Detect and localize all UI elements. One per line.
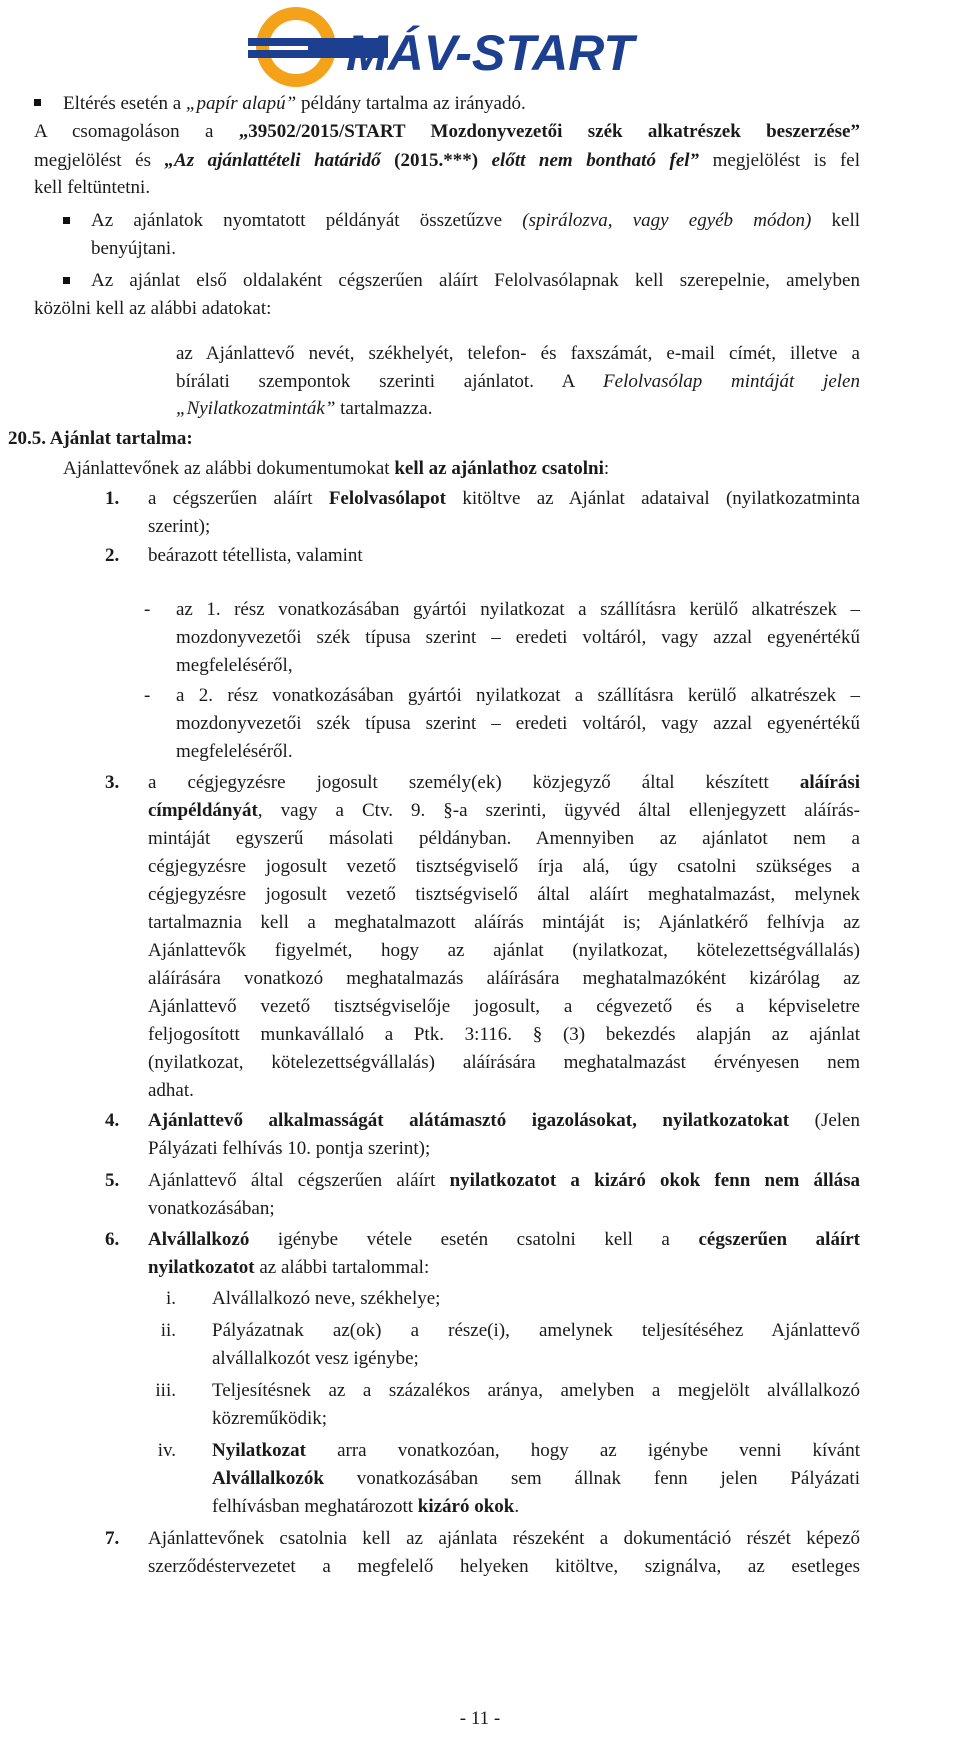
item-7-line-1: Ajánlattevőnek csatolnia kell az ajánlata részeként a dokumentáció részét képező xyxy=(148,1528,860,1549)
dash-2-line-2: mozdonyvezetői szék típusa szerint – eredeti voltáról, vagy azzal egyenértékű xyxy=(176,713,860,734)
item-3-line-9: Ajánlattevő vezető tisztségviselője jogosult, a cégvezető és a képviseletre xyxy=(148,996,860,1017)
roman-marker: ii. xyxy=(160,1320,176,1341)
item-7-line-2: szerződéstervezetet a megfelelő helyeken kitöltve, szignálva, az esetleges xyxy=(148,1556,860,1577)
roman-marker: i. xyxy=(165,1288,176,1309)
dash-marker: - xyxy=(144,599,151,620)
bullet-icon xyxy=(63,277,70,284)
item-3-line-4: cégjegyzésre jogosult vezető tisztségviselő írja alá, úgy csatolni szükséges a xyxy=(148,856,860,877)
indent-line-3: „Nyilatkozatminták” tartalmazza. xyxy=(176,398,433,419)
item-4-line-1: Ajánlattevő alkalmasságát alátámasztó igazolásokat, nyilatkozatokat (Jelen xyxy=(148,1110,860,1131)
mav-start-logo xyxy=(248,4,688,90)
item-1-line-1: a cégszerűen aláírt Felolvasólapot kitöltve az Ajánlat adataival (nyilatkozatminta xyxy=(148,488,860,509)
dash-marker: - xyxy=(144,685,151,706)
dash-2-line-3: megfeleléséről. xyxy=(176,741,293,762)
packaging-line-1: A csomagoláson a „39502/2015/START Mozdonyvezetői szék alkatrészek beszerzése” xyxy=(34,121,860,142)
intro-bullet-3-line-1: Az ajánlat első oldalaként cégszerűen aláírt Felolvasólapnak kell szerepelnie, amelyben xyxy=(91,270,860,291)
subitem-i-text: Alvállalkozó neve, székhelye; xyxy=(212,1288,441,1309)
dash-1-line-1: az 1. rész vonatkozásában gyártói nyilatkozat a szállításra kerülő alkatrészek – xyxy=(176,599,860,620)
indent-line-1: az Ajánlattevő nevét, székhelyét, telefon- és faxszámát, e-mail címét, illetve a xyxy=(176,343,860,364)
indent-line-2: bírálati szempontok szerinti ajánlatot. A Felolvasólap mintáját jelen xyxy=(176,371,860,392)
subitem-iii-line-2: közreműködik; xyxy=(212,1408,328,1429)
dash-1-line-3: megfeleléséről, xyxy=(176,655,293,676)
item-4-line-2: Pályázati felhívás 10. pontja szerint); xyxy=(148,1138,431,1159)
roman-marker: iii. xyxy=(155,1380,176,1401)
subitem-iv-line-1: Nyilatkozat arra vonatkozóan, hogy az igénybe venni kívánt xyxy=(212,1440,860,1461)
intro-bullet-2-line-1: Az ajánlatok nyomtatott példányát összetűzve (spirálozva, vagy egyéb módon) kell xyxy=(91,210,860,231)
intro-bullet-2-line-2: benyújtani. xyxy=(91,238,176,259)
intro-bullet-3-line-2: közölni kell az alábbi adatokat: xyxy=(34,298,272,319)
subitem-ii-line-2: alvállalkozót vesz igénybe; xyxy=(212,1348,419,1369)
item-5-line-1: Ajánlattevő által cégszerűen aláírt nyilatkozatot a kizáró okok fenn nem állása xyxy=(148,1170,860,1191)
item-3-line-1: a cégjegyzésre jogosult személy(ek) közjegyző által készített aláírási xyxy=(148,772,860,793)
roman-marker: iv. xyxy=(157,1440,176,1461)
bullet-icon xyxy=(34,99,41,106)
item-number: 2. xyxy=(105,545,120,566)
item-number: 1. xyxy=(105,488,120,509)
item-3-line-8: aláírására vonatkozó meghatalmazás aláírására meghatalmazóként kizárólag az xyxy=(148,968,860,989)
item-3-line-7: Ajánlattevők figyelmét, hogy az ajánlat (nyilatkozat, kötelezettségvállalás) xyxy=(148,940,860,961)
item-number: 3. xyxy=(105,772,120,793)
item-number: 5. xyxy=(105,1170,120,1191)
item-5-line-2: vonatkozásában; xyxy=(148,1198,275,1219)
bullet-icon xyxy=(63,217,70,224)
packaging-line-3: kell feltüntetni. xyxy=(34,177,151,198)
item-3-line-12: adhat. xyxy=(148,1080,194,1101)
section-lead: Ajánlattevőnek az alábbi dokumentumokat kell az ajánlathoz csatolni: xyxy=(63,458,610,479)
intro-bullet-1: Eltérés esetén a „papír alapú” példány tartalma az irányadó. xyxy=(63,93,526,114)
subitem-iv-line-3: felhívásban meghatározott kizáró okok. xyxy=(212,1496,520,1517)
logo-text: MÁV-START xyxy=(346,25,634,81)
subitem-iv-line-2: Alvállalkozók vonatkozásában sem állnak fenn jelen Pályázati xyxy=(212,1468,860,1489)
subitem-ii-line-1: Pályázatnak az(ok) a része(i), amelynek teljesítéséhez Ajánlattevő xyxy=(212,1320,860,1341)
item-number: 6. xyxy=(105,1229,120,1250)
item-1-line-2: szerint); xyxy=(148,516,211,537)
item-number: 7. xyxy=(105,1528,120,1549)
item-3-line-11: (nyilatkozat, kötelezettségvállalás) aláírására meghatalmazást érvényesen nem xyxy=(148,1052,860,1073)
section-heading: 20.5. Ajánlat tartalma: xyxy=(8,428,193,449)
subitem-iii-line-1: Teljesítésnek az a százalékos aránya, amelyben a megjelölt alvállalkozó xyxy=(212,1380,860,1401)
page-number: - 11 - xyxy=(459,1708,501,1729)
dash-2-line-1: a 2. rész vonatkozásában gyártói nyilatkozat a szállításra kerülő alkatrészek – xyxy=(176,685,860,706)
item-number: 4. xyxy=(105,1110,120,1131)
item-2-text: beárazott tétellista, valamint xyxy=(148,545,363,566)
dash-1-line-2: mozdonyvezetői szék típusa szerint – eredeti voltáról, vagy azzal egyenértékű xyxy=(176,627,860,648)
item-3-line-6: tartalmaznia kell a meghatalmazott aláírás mintáját is; Ajánlatkérő felhívja az xyxy=(148,912,860,933)
item-3-line-10: feljogosított munkavállaló a Ptk. 3:116. § (3) bekezdés alapján az ajánlat xyxy=(148,1024,860,1045)
item-6-line-1: Alvállalkozó igénybe vétele esetén csatolni kell a cégszerűen aláírt xyxy=(148,1229,861,1250)
item-6-line-2: nyilatkozatot az alábbi tartalommal: xyxy=(148,1257,430,1278)
item-3-line-5: cégjegyzésre jogosult vezető tisztségviselő által aláírt meghatalmazást, melynek xyxy=(148,884,860,905)
item-3-line-2: címpéldányát, vagy a Ctv. 9. §-a szerinti, ügyvéd által ellenjegyzett aláírás- xyxy=(148,800,860,821)
item-3-line-3: mintáját egyszerű másolati példányban. Amennyiben az ajánlatot nem a xyxy=(148,828,860,849)
packaging-line-2: megjelölést és „Az ajánlattételi határidő (2015.***) előtt nem bontható fel” megjelölést is fel xyxy=(34,150,860,171)
